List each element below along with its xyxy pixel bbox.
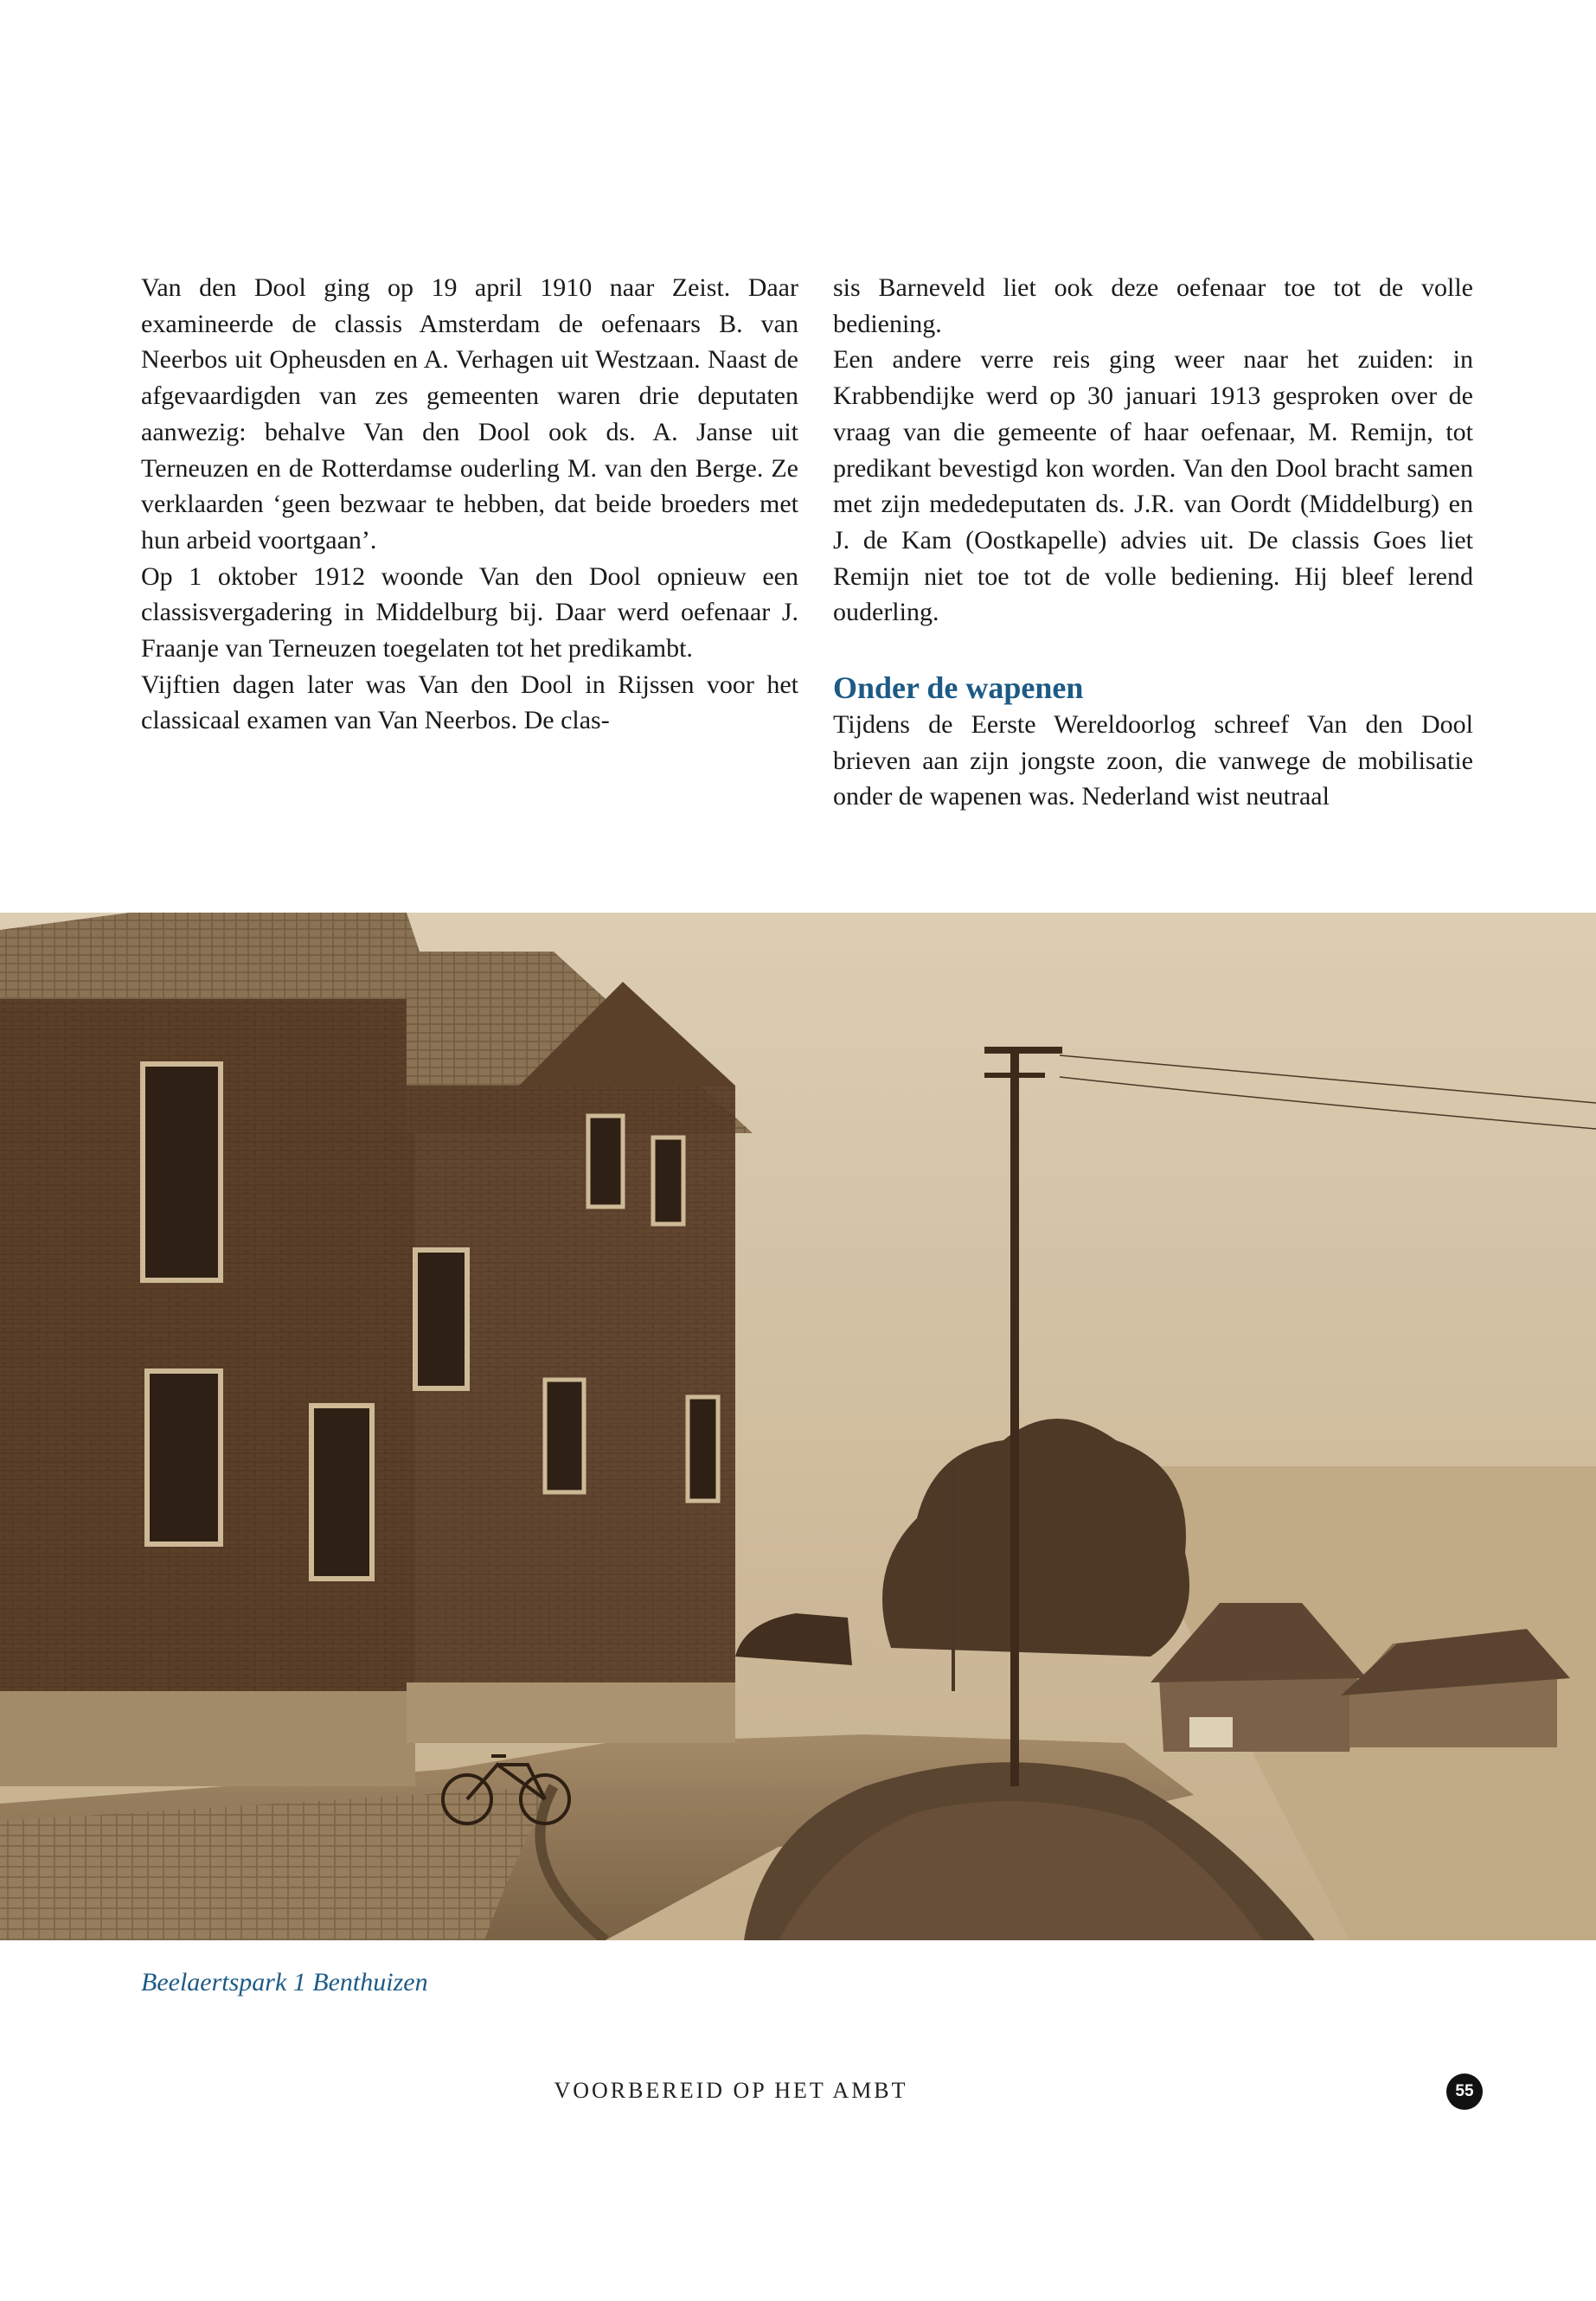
- photo-caption: Beelaertspark 1 Benthuizen: [141, 1968, 428, 1997]
- paragraph: Op 1 oktober 1912 woonde Van den Dool opnieuw een classisvergadering in Middelburg bij. Daar werd oefenaar J. Fraanje van Terneuzen toegelaten tot het predikambt.: [141, 561, 798, 663]
- page-number: 55: [1446, 2073, 1483, 2110]
- running-head: VOORBEREID OP HET AMBT: [554, 2078, 908, 2103]
- left-text-column: [141, 270, 798, 739]
- paragraph: sis Barneveld liet ook deze oefenaar toe tot de volle bediening.: [833, 273, 1473, 338]
- paragraph: Een andere verre reis ging weer naar het zuiden: in Krabbendijke werd op 30 januari 1913 gesproken over de vraag van die gemeente of haar oefenaar, M. Remijn, tot predikant bevestigd kon worden. Van den Dool bracht samen met zijn mededeputaten ds. J.R. van Oordt (Middelburg) en J. de Kam (Oostkapelle) advies uit. De classis Goes liet Remijn niet toe tot de volle bediening. Hij bleef lerend ouderling.: [833, 345, 1473, 627]
- section-heading: Onder de wapenen: [833, 670, 1084, 706]
- paragraph: Vijftien dagen later was Van den Dool in Rijssen voor het classicaal examen van Van Neerbos. De clas-: [141, 670, 798, 735]
- historic-street-photo: [0, 913, 1596, 1940]
- right-text-column: [833, 270, 1473, 815]
- paragraph: Van den Dool ging op 19 april 1910 naar Zeist. Daar examineerde de classis Amsterdam de oefenaars B. van Neerbos uit Opheusden en A. Verhagen uit Westzaan. Naast de afgevaardigden van zes gemeenten waren drie deputaten aanwezig: behalve Van den Dool ook ds. A. Janse uit Terneuzen en de Rotterdamse ouderling M. van den Berge. Ze verklaarden ‘geen bezwaar te hebben, dat beide broeders met hun arbeid voortgaan’.: [141, 273, 798, 554]
- paragraph: Tijdens de Eerste Wereldoorlog schreef Van den Dool brieven aan zijn jongste zoon, die vanwege de mobilisatie onder de wapenen was. Nederland wist neutraal: [833, 710, 1473, 811]
